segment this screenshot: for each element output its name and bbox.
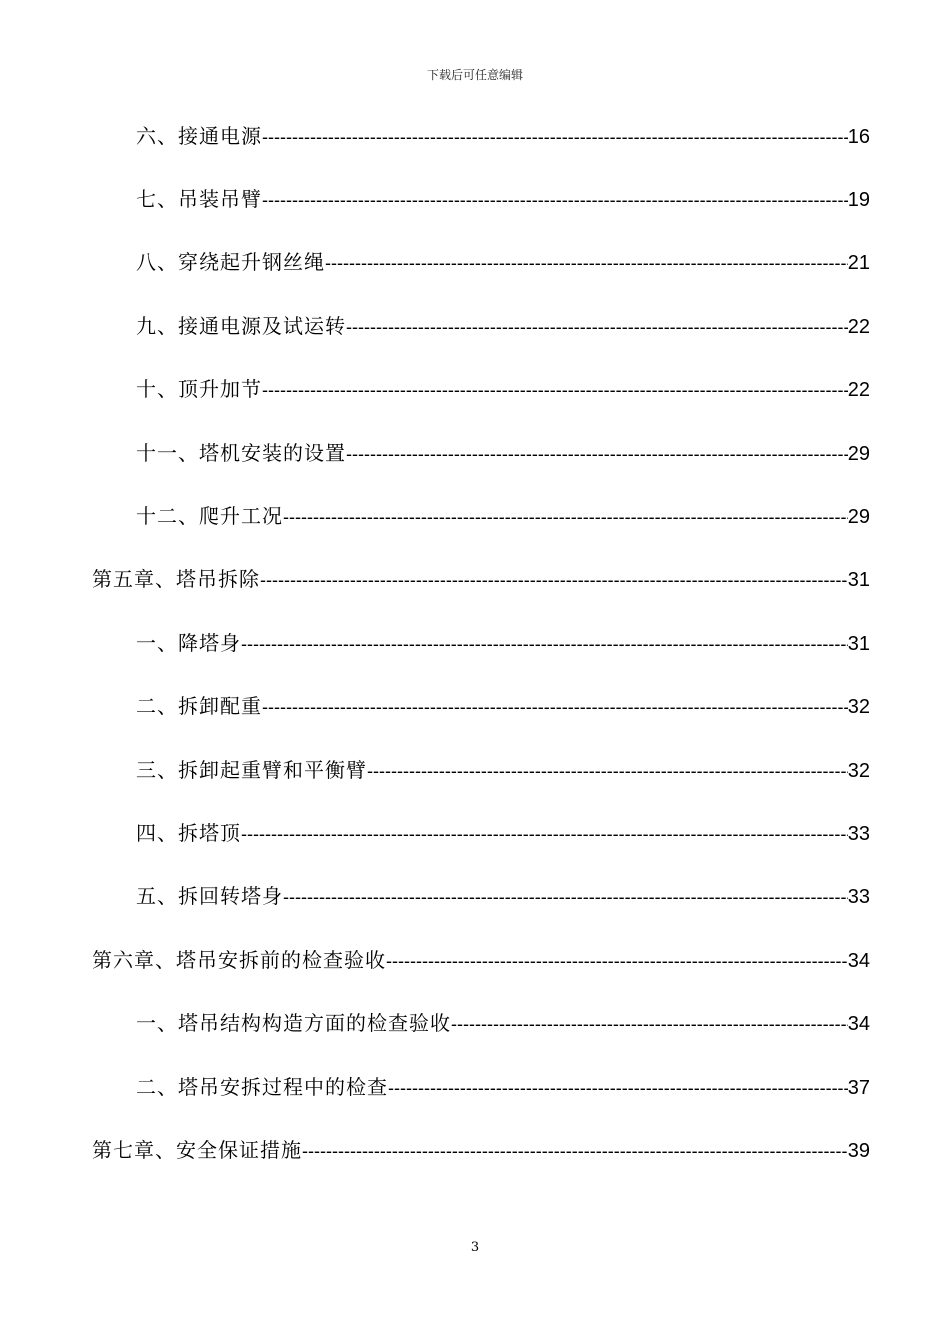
toc-leader-dashes: [346, 317, 848, 338]
toc-entry-line: [136, 690, 870, 719]
toc-entry-page: 33: [847, 822, 870, 845]
toc-entry[interactable]: [0, 372, 950, 404]
toc-entry-title: 一、降塔身: [136, 630, 241, 655]
toc-entry[interactable]: [0, 118, 950, 150]
toc-leader-dashes: [325, 253, 848, 274]
toc-entry-line: [92, 944, 870, 973]
toc-entry[interactable]: [0, 498, 950, 530]
toc-leader-dashes: [346, 444, 848, 465]
toc-entry-page: 16: [847, 125, 870, 148]
toc-entry-line: [136, 437, 870, 466]
toc-entry[interactable]: [0, 1006, 950, 1038]
toc-leader-dashes: [241, 634, 848, 655]
toc-entry[interactable]: [0, 879, 950, 911]
toc-leader-dashes: [262, 697, 848, 718]
toc-entry-title: 一、塔吊结构构造方面的检查验收: [136, 1011, 451, 1036]
page-header: 下载后可任意编辑: [426, 68, 523, 82]
toc-entry-title: 第七章、安全保证措施: [92, 1137, 302, 1162]
toc-leader-dashes: [386, 951, 848, 972]
toc-leader-dashes: [302, 1141, 848, 1162]
page-number: 3: [470, 1240, 480, 1255]
toc-entry-page: 29: [847, 442, 870, 465]
toc-entry[interactable]: [0, 815, 950, 847]
toc-entry-page: 29: [847, 505, 870, 528]
toc-entry-line: [92, 563, 870, 592]
toc-entry[interactable]: [0, 435, 950, 467]
toc-leader-dashes: [241, 824, 848, 845]
toc-entry[interactable]: [0, 752, 950, 784]
toc-entry-page: 32: [847, 759, 870, 782]
toc-leader-dashes: [451, 1014, 848, 1035]
toc-entry[interactable]: [0, 181, 950, 213]
toc-entry-line: [136, 183, 870, 212]
toc-entry-title: 二、拆卸配重: [136, 694, 262, 719]
toc-entry-line: [136, 310, 870, 339]
toc-entry-title: 五、拆回转塔身: [136, 884, 283, 909]
toc-entry-title: 第五章、塔吊拆除: [92, 567, 260, 592]
toc-entry-line: [136, 120, 870, 149]
toc-entry-line: [92, 1134, 870, 1163]
toc-entry-line: [136, 817, 870, 846]
toc-entry-line: [136, 373, 870, 402]
toc-leader-dashes: [262, 127, 848, 148]
toc-leader-dashes: [367, 761, 848, 782]
toc-entry-title: 十一、塔机安装的设置: [136, 440, 346, 465]
toc-entry-title: 四、拆塔顶: [136, 820, 241, 845]
toc-entry-line: [136, 880, 870, 909]
toc-entry-page: 22: [847, 315, 870, 338]
toc-entry-line: [136, 1071, 870, 1100]
toc-entry-title: 六、接通电源: [136, 123, 262, 148]
toc-entry-title: 十、顶升加节: [136, 377, 262, 402]
toc-entry[interactable]: [0, 308, 950, 340]
toc-entry-page: 22: [847, 379, 870, 402]
toc-leader-dashes: [260, 570, 848, 591]
toc-entry-page: 19: [847, 188, 870, 211]
toc-leader-dashes: [262, 380, 848, 401]
toc-leader-dashes: [283, 887, 848, 908]
toc-entry-line: [136, 754, 870, 783]
toc-entry-line: [136, 500, 870, 529]
toc-entry-title: 三、拆卸起重臂和平衡臂: [136, 757, 367, 782]
toc-entry-title: 七、吊装吊臂: [136, 186, 262, 211]
toc-leader-dashes: [388, 1078, 848, 1099]
toc-entry-line: [136, 246, 870, 275]
toc-leader-dashes: [262, 190, 848, 211]
toc-leader-dashes: [283, 507, 848, 528]
toc-entry-title: 八、穿绕起升钢丝绳: [136, 250, 325, 275]
toc-entry[interactable]: [0, 1132, 950, 1164]
toc-entry[interactable]: [0, 689, 950, 721]
toc-entry-title: 十二、爬升工况: [136, 503, 283, 528]
toc-entry-page: 39: [847, 1139, 870, 1162]
toc-entry-page: 32: [847, 696, 870, 719]
toc-entry-line: [136, 627, 870, 656]
toc-entry[interactable]: [0, 625, 950, 657]
toc-entry-page: 34: [847, 1013, 870, 1036]
toc-entry-page: 37: [847, 1076, 870, 1099]
toc-entry-page: 21: [847, 252, 870, 275]
toc-entry[interactable]: [0, 942, 950, 974]
toc-entry-page: 31: [847, 569, 870, 592]
toc-entry-title: 九、接通电源及试运转: [136, 313, 346, 338]
toc-entry[interactable]: [0, 1069, 950, 1101]
toc-entry-line: [136, 1007, 870, 1036]
toc-entry[interactable]: [0, 245, 950, 277]
toc-entry-title: 第六章、塔吊安拆前的检查验收: [92, 947, 386, 972]
toc-entry-page: 34: [847, 949, 870, 972]
toc-entry-page: 31: [847, 632, 870, 655]
toc-entry-title: 二、塔吊安拆过程中的检查: [136, 1074, 388, 1099]
toc-entry-page: 33: [847, 886, 870, 909]
toc-entry[interactable]: [0, 562, 950, 594]
